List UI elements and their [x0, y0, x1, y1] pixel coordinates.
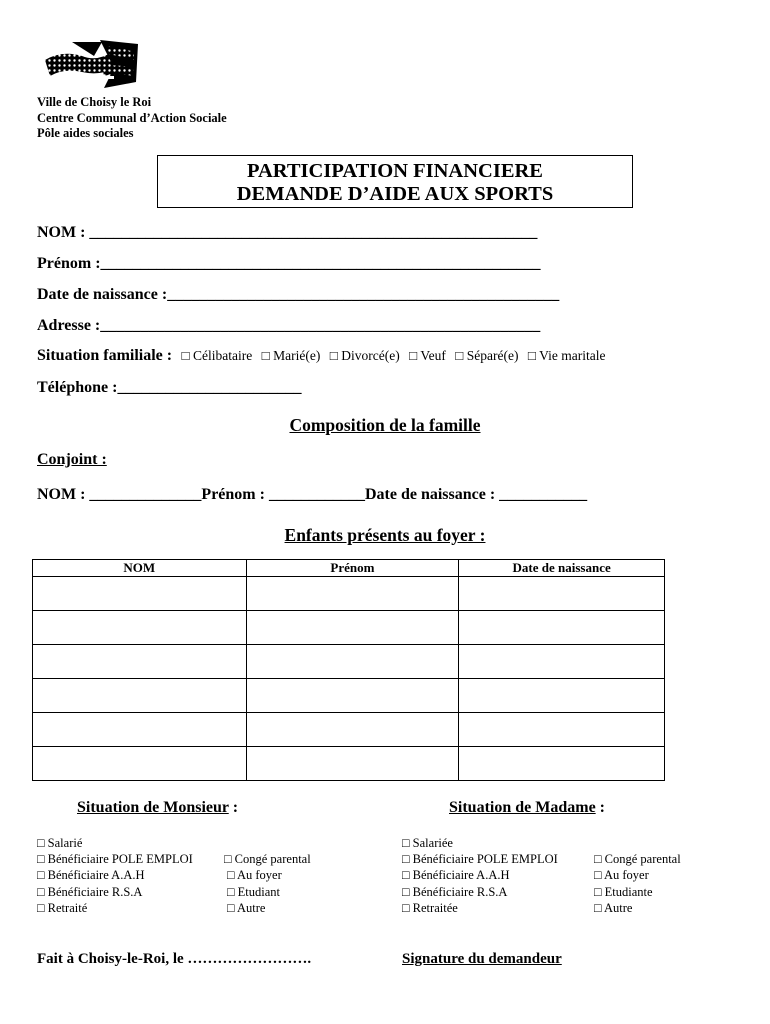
conjoint-fields[interactable]: NOM : ______________Prénom : ____________Date de naissance : ___________ [37, 486, 588, 503]
checkbox-f-salariee[interactable]: □ Salariée [402, 836, 453, 850]
monsieur-options [37, 835, 367, 916]
table-cell[interactable] [33, 645, 247, 679]
table-cell[interactable] [459, 679, 665, 713]
nom-field[interactable]: NOM : ________________________________________________________ [37, 224, 538, 241]
column-header-naissance: Date de naissance [459, 560, 665, 577]
org-pole: Pôle aides sociales [37, 126, 134, 140]
checkbox-m-rsa[interactable]: □ Bénéficiaire R.S.A [37, 884, 143, 899]
table-cell[interactable] [459, 747, 665, 781]
family-composition-heading: Composition de la famille [289, 415, 481, 435]
table-cell[interactable] [246, 645, 459, 679]
table-header-row [33, 560, 665, 577]
title-line-2: DEMANDE D’AIDE AUX SPORTS [236, 183, 554, 205]
checkbox-separe[interactable]: □ Séparé(e) [455, 348, 519, 363]
table-cell[interactable] [33, 577, 247, 611]
table-cell[interactable] [246, 713, 459, 747]
telephone-field[interactable]: Téléphone :_______________________ [37, 379, 302, 396]
checkbox-f-conge-parental[interactable]: □ Congé parental [594, 852, 681, 867]
monsieur-heading-block [77, 799, 238, 817]
children-heading: Enfants présents au foyer : [284, 525, 486, 545]
table-row [33, 713, 665, 747]
checkbox-f-autre[interactable]: □ Autre [594, 900, 633, 915]
monsieur-heading: Situation de Monsieur [77, 799, 229, 816]
table-row [33, 611, 665, 645]
checkbox-m-aah[interactable]: □ Bénéficiaire A.A.H [37, 868, 145, 883]
column-header-prenom: Prénom [246, 560, 459, 577]
table-cell[interactable] [33, 679, 247, 713]
table-cell[interactable] [33, 611, 247, 645]
org-city: Ville de Choisy le Roi [37, 95, 152, 109]
prenom-field[interactable]: Prénom :_______________________________________________________ [37, 255, 541, 272]
children-table [32, 559, 665, 781]
checkbox-m-autre[interactable]: □ Autre [227, 900, 266, 915]
checkbox-divorce[interactable]: □ Divorcé(e) [329, 348, 400, 363]
signature-label: Signature du demandeur [402, 951, 562, 967]
table-cell[interactable] [459, 577, 665, 611]
document-title [157, 155, 633, 208]
checkbox-f-rsa[interactable]: □ Bénéficiaire R.S.A [402, 884, 508, 899]
checkbox-vie-maritale[interactable]: □ Vie maritale [527, 348, 606, 363]
place-date-line[interactable]: Fait à Choisy-le-Roi, le ……………………. [37, 951, 312, 967]
checkbox-f-au-foyer[interactable]: □ Au foyer [594, 868, 649, 883]
madame-heading-block [449, 799, 605, 817]
table-cell[interactable] [459, 611, 665, 645]
checkbox-m-au-foyer[interactable]: □ Au foyer [227, 868, 282, 883]
checkbox-m-retraite[interactable]: □ Retraité [37, 900, 88, 915]
title-line-1: PARTICIPATION FINANCIERE [247, 160, 543, 182]
table-cell[interactable] [459, 645, 665, 679]
checkbox-f-retraitee[interactable]: □ Retraitée [402, 900, 458, 915]
column-header-nom: NOM [33, 560, 247, 577]
checkbox-m-etudiant[interactable]: □ Etudiant [227, 884, 281, 899]
table-cell[interactable] [246, 611, 459, 645]
address-field[interactable]: Adresse :_______________________________________________________ [37, 317, 541, 334]
table-cell[interactable] [246, 747, 459, 781]
checkbox-veuf[interactable]: □ Veuf [409, 348, 446, 363]
table-row [33, 679, 665, 713]
monsieur-heading-colon: : [228, 799, 239, 816]
table-cell[interactable] [33, 747, 247, 781]
checkbox-f-pole-emploi[interactable]: □ Bénéficiaire POLE EMPLOI [402, 852, 558, 867]
birthdate-field[interactable]: Date de naissance :_________________________________________________ [37, 286, 560, 303]
city-logo [42, 38, 140, 92]
table-row [33, 645, 665, 679]
table-row [33, 577, 665, 611]
madame-options [402, 835, 732, 916]
table-cell[interactable] [459, 713, 665, 747]
org-ccas: Centre Communal d’Action Sociale [37, 110, 227, 125]
checkbox-celibataire[interactable]: □ Célibataire [181, 348, 253, 363]
checkbox-m-pole-emploi[interactable]: □ Bénéficiaire POLE EMPLOI [37, 852, 193, 867]
checkbox-marie[interactable]: □ Marié(e) [261, 348, 321, 363]
checkbox-f-aah[interactable]: □ Bénéficiaire A.A.H [402, 868, 510, 883]
family-situation [37, 347, 605, 365]
table-cell[interactable] [33, 713, 247, 747]
checkbox-m-salarie[interactable]: □ Salarié [37, 836, 83, 850]
madame-heading: Situation de Madame [449, 799, 596, 816]
checkbox-f-etudiante[interactable]: □ Etudiante [594, 884, 653, 899]
checkbox-m-conge-parental[interactable]: □ Congé parental [224, 852, 311, 867]
organization-block [37, 95, 227, 142]
table-row [33, 747, 665, 781]
family-situation-label: Situation familiale : [37, 347, 173, 364]
madame-heading-colon: : [595, 799, 605, 816]
conjoint-heading: Conjoint : [37, 451, 107, 468]
table-cell[interactable] [246, 577, 459, 611]
table-cell[interactable] [246, 679, 459, 713]
